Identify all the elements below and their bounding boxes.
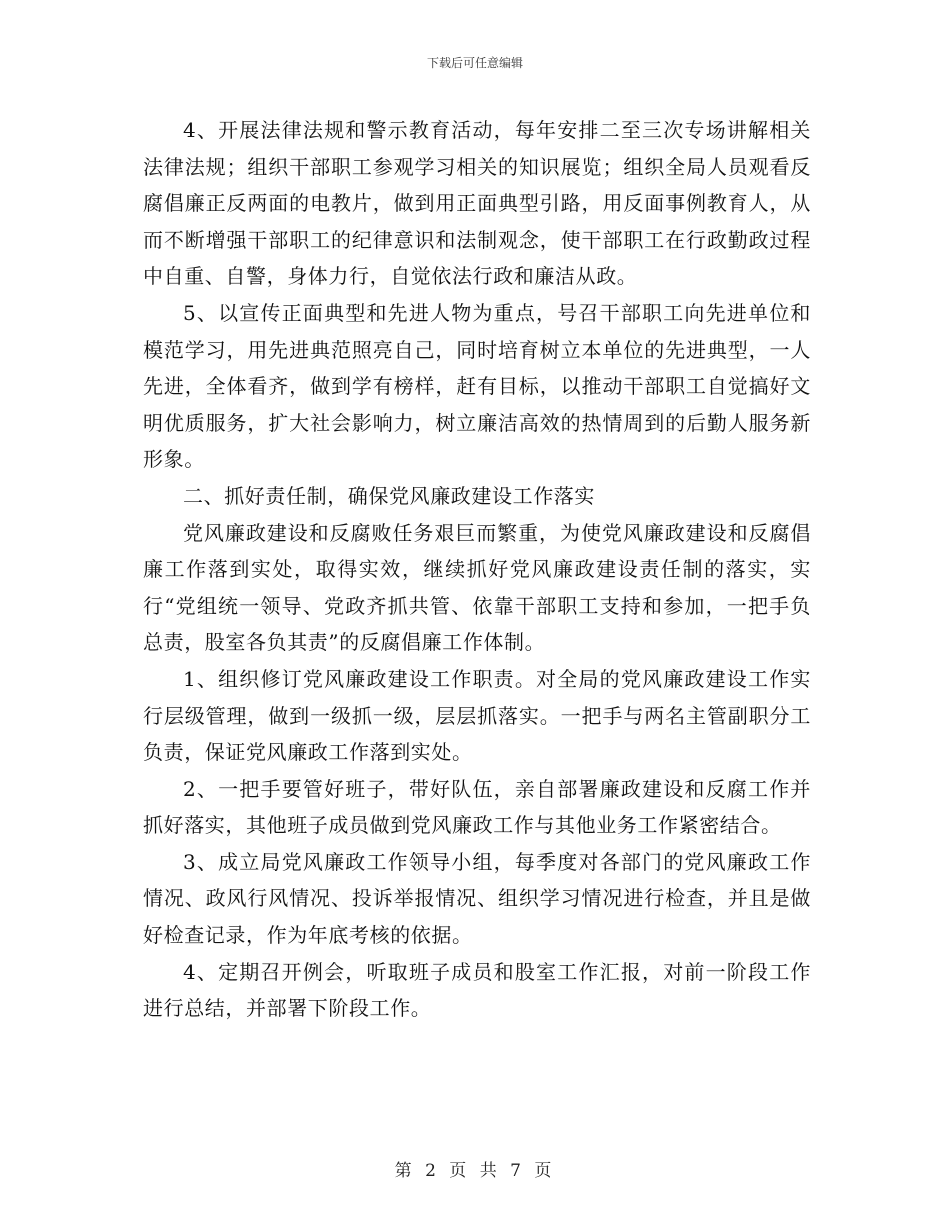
page-number: 第 2 页 共 7 页: [394, 1161, 556, 1181]
paragraph-item-1-duties: 1、组织修订党风廉政建设工作职责。对全局的党风廉政建设工作实行层级管理，做到一级抓一级，层层抓落实。一把手与两名主管副职分工负责，保证党风廉政工作落到实处。: [143, 666, 811, 765]
page-header-note: 下载后可任意编辑: [426, 56, 523, 70]
paragraph-item-4-meetings: 4、定期召开例会，听取班子成员和股室工作汇报，对前一阶段工作进行总结，并部署下阶段工作。: [143, 959, 811, 1021]
paragraph-section-intro: 党风廉政建设和反腐败任务艰巨而繁重，为使党风廉政建设和反腐倡廉工作落到实处，取得实效，继续抓好党风廉政建设责任制的落实，实行“党组统一领导、党政齐抓共管、依靠干部职工支持和参加，一把手负总责，股室各负其责”的反腐倡廉工作体制。: [143, 520, 811, 655]
paragraph-item-3-leading-group: 3、成立局党风廉政工作领导小组，每季度对各部门的党风廉政工作情况、政风行风情况、投诉举报情况、组织学习情况进行检查，并且是做好检查记录，作为年底考核的依据。: [143, 849, 811, 948]
section-heading-responsibility: 二、抓好责任制，确保党风廉政建设工作落实: [183, 483, 595, 508]
paragraph-item-5-role-models: 5、以宣传正面典型和先进人物为重点，号召干部职工向先进单位和模范学习，用先进典范照亮自己，同时培育树立本单位的先进典型，一人先进，全体看齐，做到学有榜样，赶有目标，以推动干部职工自觉搞好文明优质服务，扩大社会影响力，树立廉洁高效的热情周到的后勤人服务新形象。: [143, 300, 811, 472]
paragraph-item-4-legal-education: 4、开展法律法规和警示教育活动，每年安排二至三次专场讲解相关法律法规；组织干部职工参观学习相关的知识展览；组织全局人员观看反腐倡廉正反两面的电教片，做到用正面典型引路，用反面事例教育人，从而不断增强干部职工的纪律意识和法制观念，使干部职工在行政勤政过程中自重、自警，身体力行，自觉依法行政和廉洁从政。: [143, 118, 811, 289]
paragraph-item-2-leadership: 2、一把手要管好班子，带好队伍，亲自部署廉政建设和反腐工作并抓好落实，其他班子成员做到党风廉政工作与其他业务工作紧密结合。: [143, 776, 811, 838]
document-body: [143, 112, 811, 1027]
